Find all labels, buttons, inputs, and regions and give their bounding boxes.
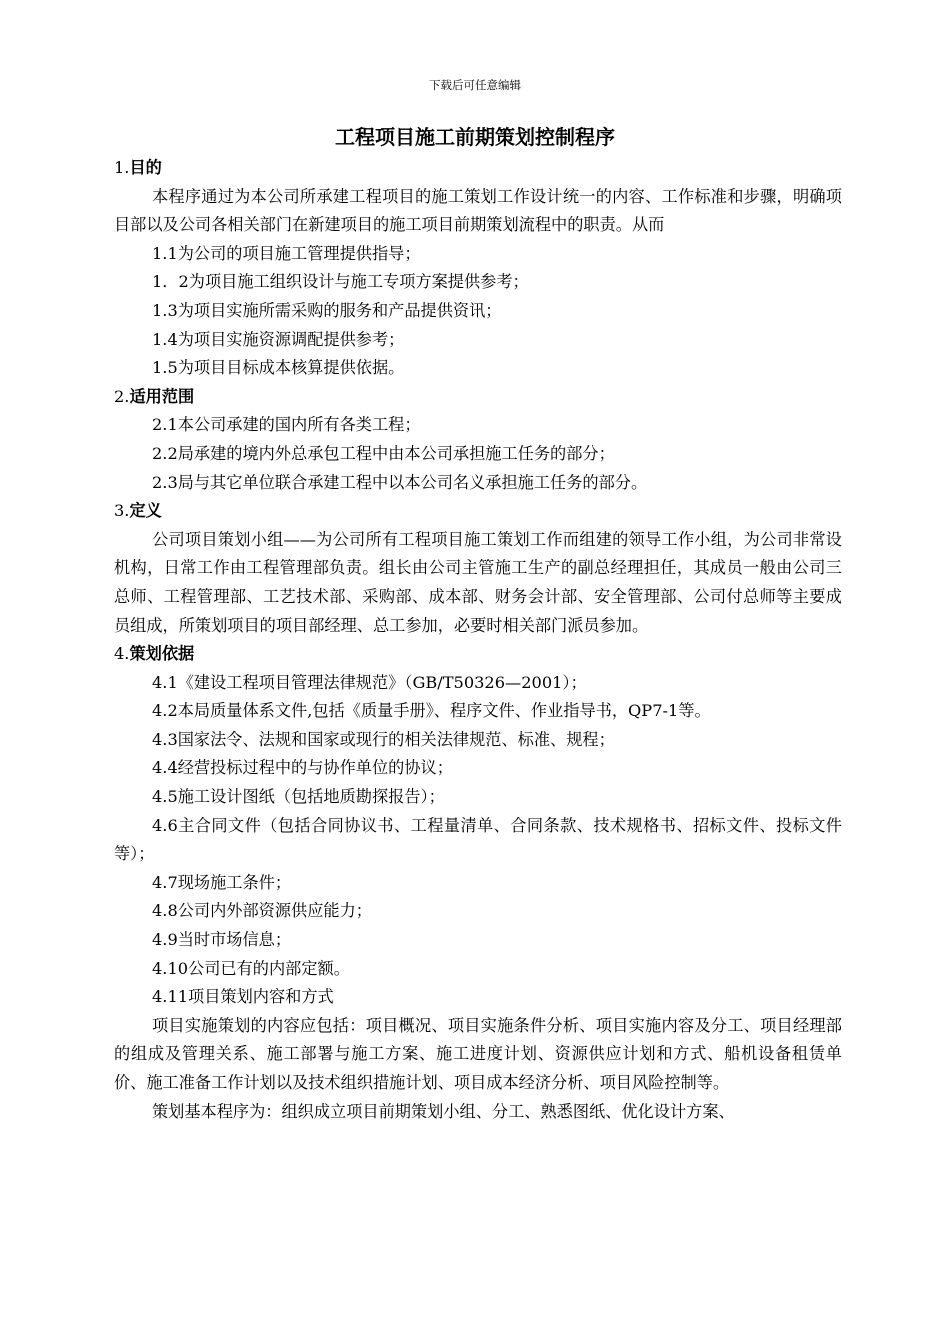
document-title: 工程项目施工前期策划控制程序	[335, 125, 615, 149]
page-header: 下载后可任意编辑	[429, 78, 521, 92]
list-item-wrapped: 4.6主合同文件（包括合同协议书、工程量清单、合同条款、技术规格书、招标文件、投标文件等）；	[114, 815, 842, 864]
list-item: 4.7现场施工条件；	[152, 872, 292, 892]
list-item: 4.1《建设工程项目管理法律规范》（GB/T50326—2001）；	[152, 672, 587, 692]
document-body	[114, 154, 842, 1126]
list-item: 4.2本局质量体系文件,包括《质量手册》、程序文件、作业指导书，QP7-1等。	[152, 701, 711, 721]
list-item: 1.4为项目实施资源调配提供参考；	[152, 329, 405, 349]
section-heading: 3.定义	[114, 501, 162, 521]
list-item: 4.10公司已有的内部定额。	[152, 958, 350, 978]
list-item: 4.11项目策划内容和方式	[152, 987, 334, 1007]
paragraph: 项目实施策划的内容应包括：项目概况、项目实施条件分析、项目实施内容及分工、项目经理部的组成及管理关系、施工部署与施工方案、施工进度计划、资源供应计划和方式、船机设备租赁单价、施工准备工作计划以及技术组织措施计划、项目成本经济分析、项目风险控制等。	[114, 1015, 842, 1092]
list-item: 2.3局与其它单位联合承建工程中以本公司名义承担施工任务的部分。	[152, 472, 648, 492]
list-item: 4.9当时市场信息；	[152, 930, 292, 950]
section-heading: 2.适用范围	[114, 386, 195, 406]
paragraph: 本程序通过为本公司所承建工程项目的施工策划工作设计统一的内容、工作标准和步骤，明确项目部以及公司各相关部门在新建项目的施工项目前期策划流程中的职责。从而	[114, 186, 842, 235]
list-item: 4.5施工设计图纸（包括地质勘探报告）；	[152, 787, 445, 807]
list-item: 2.1本公司承建的国内所有各类工程；	[152, 415, 421, 435]
list-item: 2.2局承建的境内外总承包工程中由本公司承担施工任务的部分；	[152, 443, 615, 463]
section-heading: 1.目的	[114, 158, 162, 177]
list-item: 4.4经营投标过程中的与协作单位的协议；	[152, 758, 453, 778]
list-item: 1.5为项目目标成本核算提供依据。	[152, 358, 405, 378]
list-item: 1.1为公司的项目施工管理提供指导；	[152, 243, 421, 263]
list-item: 4.3国家法令、法规和国家或现行的相关法律规范、标准、规程；	[152, 729, 615, 749]
section-heading: 4.策划依据	[114, 644, 195, 664]
paragraph: 策划基本程序为：组织成立项目前期策划小组、分工、熟悉图纸、优化设计方案、	[152, 1101, 735, 1121]
list-item: 1．2为项目施工组织设计与施工专项方案提供参考；	[152, 272, 529, 292]
list-item: 4.8公司内外部资源供应能力；	[152, 901, 372, 921]
list-item: 1.3为项目实施所需采购的服务和产品提供资讯；	[152, 300, 502, 320]
paragraph: 公司项目策划小组——为公司所有工程项目施工策划工作而组建的领导工作小组，为公司非常设机构，日常工作由工程管理部负责。组长由公司主管施工生产的副总经理担任，其成员一般由公司三总师、工程管理部、工艺技术部、采购部、成本部、财务会计部、安全管理部、公司付总师等主要成员组成，所策划项目的项目部经理、总工参加，必要时相关部门派员参加。	[114, 529, 842, 635]
